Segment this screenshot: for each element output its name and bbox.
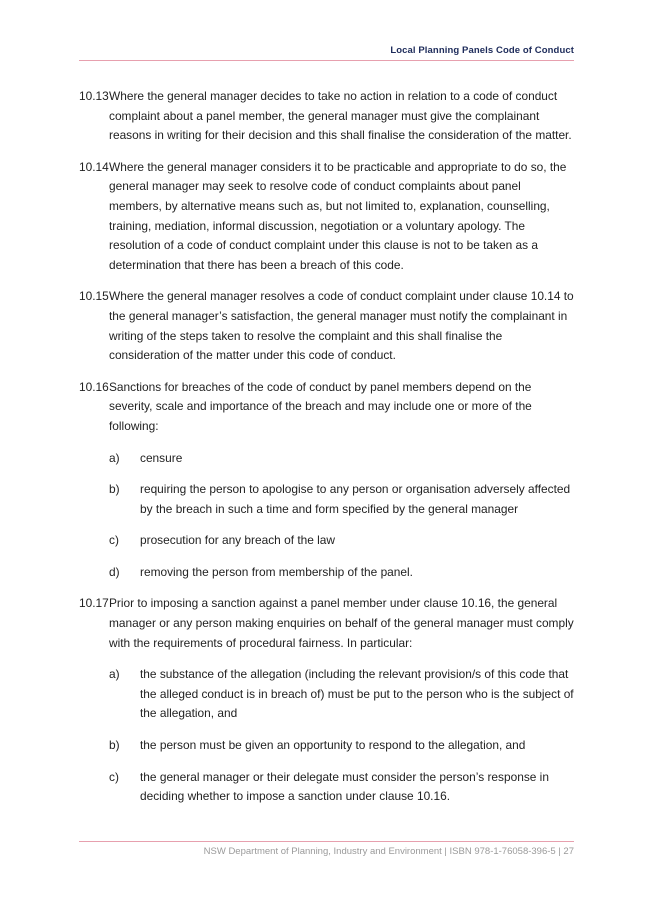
clause-text: Sanctions for breaches of the code of conduct by panel members depend on the severity, scale and importance of the breach and may include one or more of the following: [109,379,532,433]
procedural-fairness-list [79,665,574,807]
list-item-label: d) [109,564,120,579]
list-item [79,665,574,724]
page-footer [79,841,574,857]
list-item [79,768,574,807]
list-item [79,736,574,756]
list-item-label: b) [109,482,120,497]
clause-10-15 [79,287,574,365]
list-item-text: censure [140,450,183,465]
list-item-label: a) [109,667,120,682]
running-header [79,40,574,61]
clause-number: 10.13 [79,89,109,103]
clause-text: Where the general manager resolves a code of conduct complaint under clause 10.14 to the general manager’s satisfaction, the general manager must notify the complainant in writing of the steps taken to resolve the complaint and this shall finalise the consideration of the matter under this code of conduct. [109,289,574,363]
list-item-text: the person must be given an opportunity to respond to the allegation, and [140,738,526,753]
clause-10-16 [79,378,574,437]
list-item [79,563,574,583]
clause-number: 10.17 [79,596,109,611]
document-body [79,87,574,819]
list-item-text: requiring the person to apologise to any person or organisation adversely affected by the breach in such a time and form specified by the general manager [140,482,571,516]
clause-10-14 [79,158,574,276]
header-title: Local Planning Panels Code of Conduct [390,45,574,56]
footer-text: NSW Department of Planning, Industry and Environment | ISBN 978-1-76058-396-5 | 27 [203,846,574,857]
list-item-label: c) [109,533,119,548]
list-item [79,449,574,469]
list-item [79,480,574,519]
clause-number: 10.15 [79,289,109,304]
list-item-label: a) [109,450,120,465]
clause-text: Where the general manager considers it to be practicable and appropriate to do so, the general manager may seek to resolve code of conduct complaints about panel members, by alternative means such as, but not limited to, explanation, counselling, training, mediation, informal discussion, negotiation or a voluntary apology. The resolution of a code of conduct complaint under this clause is not to be taken as a determination that there has been a breach of this code. [109,159,567,272]
clause-number: 10.16 [79,379,109,394]
list-item-text: the general manager or their delegate must consider the person’s response in deciding whether to impose a sanction under clause 10.16. [140,769,549,804]
clause-text: Where the general manager decides to take no action in relation to a code of conduct complaint about a panel member, the general manager must give the complainant reasons in writing for their decision and this shall finalise the consideration of the matter. [109,89,572,143]
list-item-text: prosecution for any breach of the law [140,533,335,548]
list-item-text: removing the person from membership of the panel. [140,564,413,579]
list-item-text: the substance of the allegation (including the relevant provision/s of this code that the alleged conduct is in breach of) must be put to the person who is the subject of the allegation, and [140,667,574,721]
clause-10-13 [79,87,574,146]
list-item-label: c) [109,769,119,784]
clause-10-17 [79,594,574,653]
clause-text: Prior to imposing a sanction against a panel member under clause 10.16, the general manager or any person making enquiries on behalf of the general manager must comply with the requirements of procedural fairness. In particular: [109,596,574,650]
list-item-label: b) [109,738,120,753]
clause-number: 10.14 [79,159,109,174]
sanctions-list [79,449,574,583]
list-item [79,531,574,551]
